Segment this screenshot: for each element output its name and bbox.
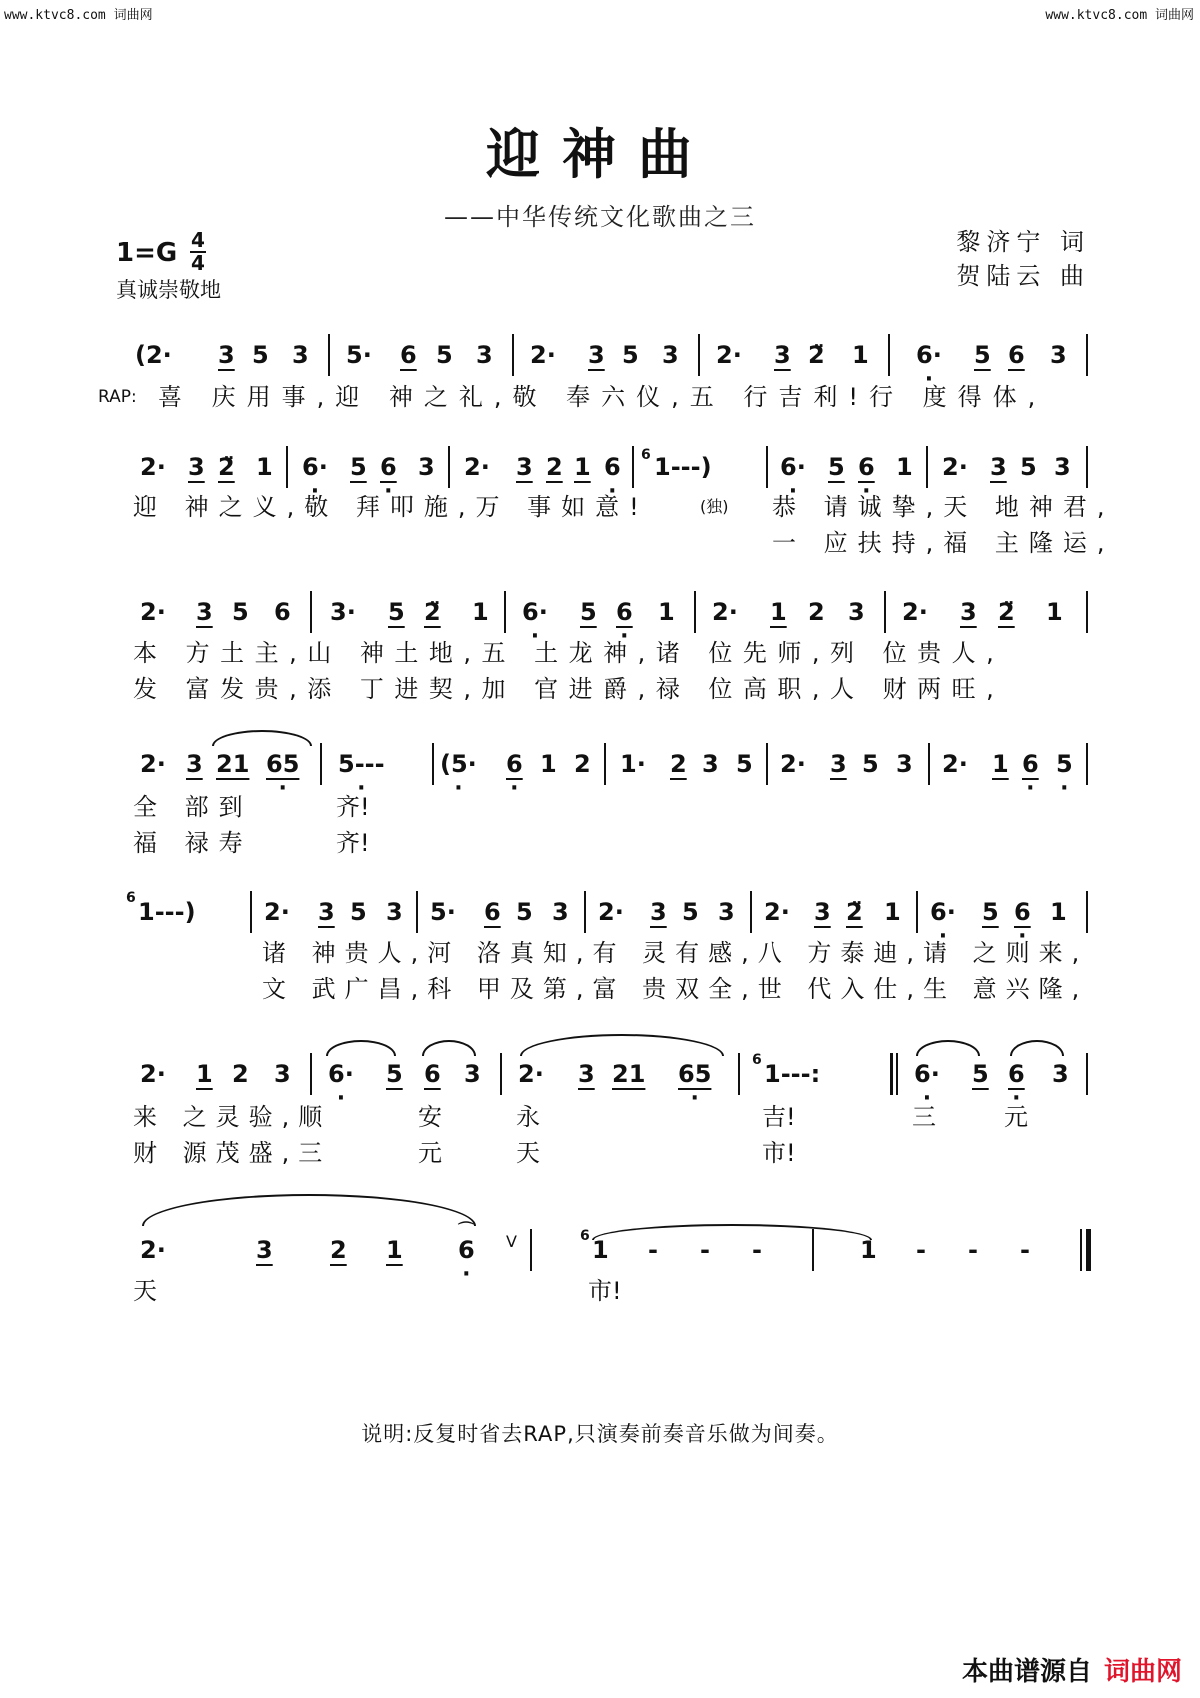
subtitle: ——中华传统文化歌曲之三 (444, 203, 756, 231)
note: 3 (274, 1060, 291, 1088)
barline (1086, 334, 1088, 376)
note: 6 (400, 341, 417, 369)
note: 5 (388, 598, 405, 626)
note: 1 (992, 750, 1009, 778)
barline (530, 1229, 532, 1271)
note: 2· (518, 1060, 544, 1088)
note: 6 · (604, 445, 621, 489)
note: 21 (216, 750, 250, 778)
note: 2 (232, 1060, 249, 1088)
barline (888, 334, 890, 376)
note: 3 (774, 341, 791, 369)
note: - (916, 1236, 926, 1264)
barline (328, 334, 330, 376)
note: 5· (430, 898, 456, 926)
lyrics-syllable: 市! (588, 1277, 622, 1305)
barline (416, 891, 418, 933)
lyrics-syllable: 天 (516, 1139, 540, 1167)
barline (928, 743, 930, 785)
note: 5 (232, 598, 249, 626)
breath-mark: V (506, 1232, 517, 1251)
tempo-marking: 真诚崇敬地 (116, 278, 221, 302)
barline (812, 1229, 814, 1271)
lyrics-verse-2: 发 富发贵,添 丁进契,加 官进爵,禄 位高职,人 财两旺, (133, 675, 1005, 703)
note: 5 · (1056, 742, 1073, 786)
note: 3 (292, 341, 309, 369)
note: 2̈ (808, 341, 825, 369)
note: 3 (650, 898, 667, 926)
lyrics-line-4b (0, 826, 1200, 860)
note: 3 (464, 1060, 481, 1088)
lyrics-line-3b (0, 672, 1200, 706)
note: 6 (484, 898, 501, 926)
note: 2· (764, 898, 790, 926)
page-title: 迎神曲 (486, 122, 714, 186)
note: 2· (530, 341, 556, 369)
note: 6· · (914, 1052, 940, 1096)
note: 1 (1050, 898, 1067, 926)
barline (584, 891, 586, 933)
footer-site-link[interactable]: 词曲网 (1103, 1657, 1182, 1687)
note: 3 (896, 750, 913, 778)
note: 1---) (138, 898, 196, 926)
note: 1 (658, 598, 675, 626)
note: 2̈ (998, 598, 1015, 626)
note: 3 (552, 898, 569, 926)
score-line-7 (0, 1220, 1200, 1272)
barline (432, 743, 434, 785)
note: 65 · (678, 1052, 711, 1096)
barline (1086, 743, 1088, 785)
lyrics-line-3a (0, 636, 1200, 670)
note: 5 (974, 341, 991, 369)
note: 1 (540, 750, 557, 778)
note: 3 (386, 898, 403, 926)
note: - (752, 1236, 762, 1264)
note: 3 (188, 453, 205, 481)
note: 1 (574, 453, 591, 481)
watermark-right: www.ktvc8.com 词曲网 (1045, 8, 1194, 23)
barline (750, 891, 752, 933)
note: 5 (862, 750, 879, 778)
note: (2· (135, 341, 172, 369)
lyrics-verse-1: 本 方土主,山 神土地,五 土龙神,诸 位先师,列 位贵人, (133, 639, 1005, 667)
watermark-left: www.ktvc8.com 词曲网 (4, 8, 153, 23)
note: 5 (350, 453, 367, 481)
note: 2 (670, 750, 687, 778)
note: 3 (588, 341, 605, 369)
note: 3 (662, 341, 679, 369)
note: 2· (942, 750, 968, 778)
modulation-top: 6 (752, 1052, 762, 1068)
note: 5--- · (338, 742, 385, 786)
note: 2 (546, 453, 563, 481)
final-barline (1086, 1229, 1091, 1271)
composer-credit: 贺陆云 曲 (956, 262, 1090, 290)
time-signature (190, 230, 206, 274)
note: 5 (386, 1060, 403, 1088)
modulation-top: 6 (641, 447, 651, 463)
note: 6 · (1022, 742, 1039, 786)
lyrics-verse-2: 福 禄寿 (133, 829, 253, 857)
performance-note: 说明:反复时省去RAP,只演奏前奏音乐做为间奏。 (361, 1422, 839, 1446)
barline (310, 591, 312, 633)
note: 6· · (522, 590, 548, 634)
lyrics-syllable: 元 (1004, 1103, 1028, 1131)
note: 2· (780, 750, 806, 778)
note: 2· (712, 598, 738, 626)
note: 1 (196, 1060, 213, 1088)
note: 3 (990, 453, 1007, 481)
note: - (700, 1236, 710, 1264)
note: 21 (612, 1060, 646, 1088)
time-signature-top: 4 (191, 228, 205, 252)
note: 6· · (930, 890, 956, 934)
fermata-icon: ⌒ (458, 1220, 475, 1239)
note: 3 (960, 598, 977, 626)
key-signature: 1=G (116, 238, 178, 268)
lyrics-verse-1: 喜 庆用事,迎 神之礼,敬 奉六仪,五 行吉利!行 度得体, (158, 383, 1047, 411)
note: 6 (424, 1060, 441, 1088)
lyrics-line-2a (0, 490, 1200, 524)
note: 2· (902, 598, 928, 626)
lyrics-verse-1-end: 齐! (336, 793, 370, 821)
barline (250, 891, 252, 933)
note: 6 · (458, 1228, 475, 1272)
note: 3· (330, 598, 356, 626)
barline (926, 446, 928, 488)
barline (1086, 1053, 1088, 1095)
note: - (1020, 1236, 1030, 1264)
note: 6· · (780, 445, 806, 489)
lyrics-syllable: 永 (516, 1103, 540, 1131)
lyrics-verse-2: 一 应扶持,福 主隆运, (772, 529, 1115, 557)
barline (766, 743, 768, 785)
note: 5 (1020, 453, 1037, 481)
lyrics-syllable: 元 (418, 1139, 442, 1167)
note: 6 · (858, 445, 875, 489)
note: 6 · (380, 445, 397, 489)
rap-label: RAP: (98, 387, 137, 407)
repeat-barline (890, 1053, 893, 1095)
note: 3 (256, 1236, 273, 1264)
note: 2̈ (846, 898, 863, 926)
barline (632, 446, 634, 488)
note: 5 (252, 341, 269, 369)
score-line-1 (0, 333, 1200, 377)
note: 3 (418, 453, 435, 481)
barline (698, 334, 700, 376)
note: 2· (140, 1236, 166, 1264)
note: 1 (896, 453, 913, 481)
note: 3 (702, 750, 719, 778)
lyrics-syllable: 天 (133, 1277, 157, 1305)
lyrics-verse-1: 迎 神之义,敬 拜叩施,万 事如意! (133, 493, 649, 521)
lyrics-syllable: 安 (418, 1103, 442, 1131)
score-line-3 (0, 590, 1200, 634)
note: 2· (716, 341, 742, 369)
note: 3 (196, 598, 213, 626)
note: 2 (574, 750, 591, 778)
note: 1· (620, 750, 646, 778)
note: 3 (516, 453, 533, 481)
note: 5 (516, 898, 533, 926)
barline (310, 1053, 312, 1095)
solo-label: (独) (700, 497, 729, 516)
note: 65 · (266, 742, 299, 786)
note: 1---: (764, 1060, 821, 1088)
note: 6 (1008, 341, 1025, 369)
note: 1---) (654, 453, 712, 481)
note: 3 (476, 341, 493, 369)
note: 6· · (916, 333, 942, 377)
note: 1 (852, 341, 869, 369)
slur (142, 1194, 476, 1226)
lyricist-credit: 黎济宁 词 (956, 228, 1090, 256)
note: - (968, 1236, 978, 1264)
note: 1 (592, 1236, 609, 1264)
lyrics-verse-1: 来 之灵验,顺 (133, 1103, 332, 1131)
modulation-top: 6 (126, 890, 136, 906)
score-line-2 (0, 445, 1200, 489)
note: 5 (436, 341, 453, 369)
time-signature-bottom: 4 (191, 251, 205, 275)
barline (286, 446, 288, 488)
note: 1 (256, 453, 273, 481)
footer-source-label: 本曲谱源自 (961, 1657, 1092, 1687)
barline (1086, 891, 1088, 933)
barline (504, 591, 506, 633)
note: 1 (472, 598, 489, 626)
lyrics-line-7 (0, 1274, 1200, 1308)
note: 5 (982, 898, 999, 926)
note: 2· (464, 453, 490, 481)
barline (1086, 591, 1088, 633)
note: 1 (884, 898, 901, 926)
lyrics-verse-1: 诸 神贵人,河 洛真知,有 灵有感,八 方泰迪,请 之则来, (262, 939, 1089, 967)
lyrics-line-4a (0, 790, 1200, 824)
note: 5 (580, 598, 597, 626)
note: 6 · (506, 742, 523, 786)
note: 3 (814, 898, 831, 926)
note: 3 (578, 1060, 595, 1088)
note: 3 (318, 898, 335, 926)
lyrics-verse-1-solo: 恭 请诚挚,天 地神君, (772, 493, 1115, 521)
note: 2 (330, 1236, 347, 1264)
note: 5 (736, 750, 753, 778)
note: 5· (346, 341, 372, 369)
score-line-4 (0, 742, 1200, 786)
lyrics-syllable: 吉! (762, 1103, 796, 1131)
lyrics-syllable: 三 (912, 1103, 936, 1131)
note: 2̈ (424, 598, 441, 626)
note: 3 (848, 598, 865, 626)
barline (738, 1053, 740, 1095)
lyrics-line-2b (0, 526, 1200, 560)
note: 1 (386, 1236, 403, 1264)
barline (500, 1053, 502, 1095)
note: 5 (682, 898, 699, 926)
barline (896, 1053, 898, 1095)
barline (694, 591, 696, 633)
note: 6 · (1014, 890, 1031, 934)
lyrics-line-6a (0, 1100, 1200, 1134)
note: 5 (622, 341, 639, 369)
note: 5 (828, 453, 845, 481)
note: 6 (274, 598, 291, 626)
note: 3 (218, 341, 235, 369)
note: 2· (140, 750, 166, 778)
lyrics-line-6b (0, 1136, 1200, 1170)
barline (320, 743, 322, 785)
note: 3 (1050, 341, 1067, 369)
score-line-6 (0, 1052, 1200, 1096)
barline (766, 446, 768, 488)
barline (1086, 446, 1088, 488)
note: (5· · (440, 742, 477, 786)
score-line-5 (0, 890, 1200, 934)
note: 3 (718, 898, 735, 926)
barline (884, 591, 886, 633)
note: 1 (770, 598, 787, 626)
lyrics-verse-2-end: 齐! (336, 829, 370, 857)
barline (448, 446, 450, 488)
modulation-top: 6 (580, 1228, 590, 1244)
note: 1 (860, 1236, 877, 1264)
note: 3 (186, 750, 203, 778)
lyrics-syllable: 市! (762, 1139, 796, 1167)
note: 6 · (616, 590, 633, 634)
note: 2· (942, 453, 968, 481)
note: 2· (598, 898, 624, 926)
source-footer (962, 1651, 1182, 1688)
note: 3 (1052, 1060, 1069, 1088)
note: 3 (1054, 453, 1071, 481)
note: 3 (830, 750, 847, 778)
note: 2 (808, 598, 825, 626)
lyrics-verse-2: 财 源茂盛,三 (133, 1139, 332, 1167)
lyrics-line-5a (0, 936, 1200, 970)
barline (916, 891, 918, 933)
note: 5 (350, 898, 367, 926)
note: 6· · (302, 445, 328, 489)
note: 2· (140, 1060, 166, 1088)
note: 6· · (328, 1052, 354, 1096)
lyrics-verse-2: 文 武广昌,科 甲及第,富 贵双全,世 代入仕,生 意兴隆, (262, 975, 1089, 1003)
note: 5 (972, 1060, 989, 1088)
note: 2̈ (218, 453, 235, 481)
note: 2· (140, 453, 166, 481)
note: 6 · (1008, 1052, 1025, 1096)
barline (512, 334, 514, 376)
barline (1080, 1229, 1082, 1271)
lyrics-line-1 (0, 380, 1200, 414)
note: 2· (140, 598, 166, 626)
note: - (648, 1236, 658, 1264)
lyrics-verse-1: 全 部到 (133, 793, 253, 821)
barline (604, 743, 606, 785)
lyrics-line-5b (0, 972, 1200, 1006)
note: 1 (1046, 598, 1063, 626)
note: 2· (264, 898, 290, 926)
